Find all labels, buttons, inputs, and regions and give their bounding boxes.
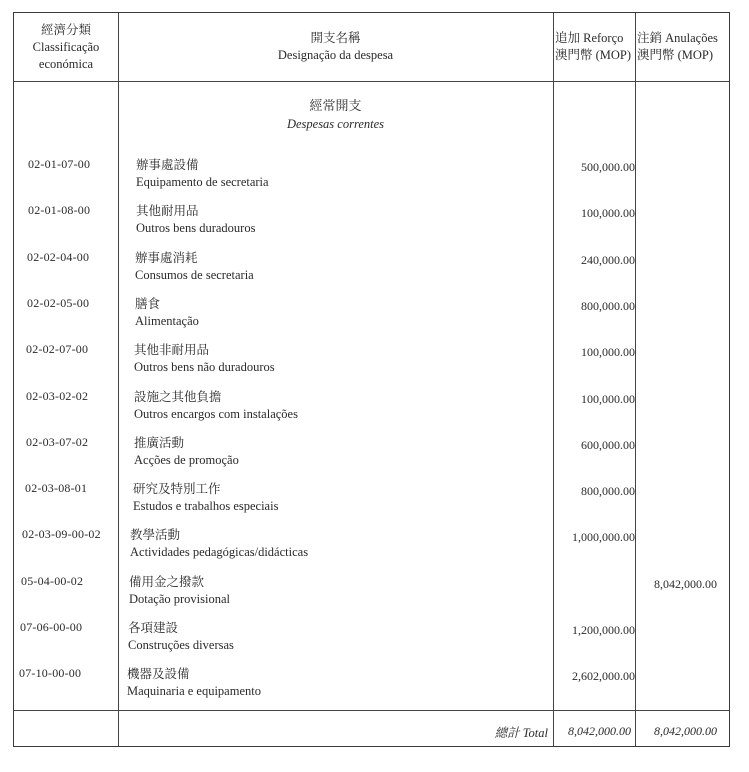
header-anulacoes-currency: 澳門幣 (MOP) [637, 48, 714, 62]
header-reforco-currency: 澳門幣 (MOP) [555, 48, 632, 62]
row-reforco: 100,000.00 [581, 391, 635, 406]
section-title-zh: 經常開支 [309, 98, 362, 113]
total-anulacao: 8,042,000.00 [654, 724, 717, 738]
row-reforco: 100,000.00 [581, 206, 635, 221]
row-reforco: 100,000.00 [581, 345, 635, 360]
row-code: 07-06-00-00 [20, 620, 83, 634]
row-name-pt: Acções de promoção [134, 452, 239, 467]
row-name-zh: 其他非耐用品 [134, 343, 210, 358]
row-name-pt: Construções diversas [128, 638, 234, 652]
row-name-pt: Maquinaria e equipamento [127, 684, 261, 699]
row-name-zh: 膳食 [135, 296, 161, 311]
row-name-zh: 教學活動 [130, 528, 181, 543]
total-reforco: 8,042,000.00 [568, 724, 631, 738]
row-name-zh: 辦事處消耗 [135, 250, 198, 265]
header-designation-pt: Designação da despesa [277, 48, 394, 62]
row-name-pt: Outros encargos com instalações [134, 406, 298, 421]
header-classification-pt-2: económica [38, 56, 94, 71]
row-name-pt: Dotação provisional [129, 591, 231, 606]
row-reforco: 1,200,000.00 [572, 623, 635, 637]
header-divider [14, 81, 729, 82]
row-code: 02-03-02-02 [26, 388, 89, 403]
row-reforco: 800,000.00 [581, 298, 635, 313]
row-name-zh: 各項建設 [128, 621, 179, 635]
row-name-zh: 研究及特別工作 [133, 482, 221, 497]
row-code: 02-02-04-00 [27, 249, 90, 264]
header-anulacoes [635, 13, 731, 81]
header-classification-zh: 經濟分類 [40, 22, 91, 37]
row-code: 02-03-07-02 [26, 434, 89, 449]
row-anulacao: 8,042,000.00 [654, 576, 717, 591]
row-name-zh: 推廣活動 [134, 435, 185, 450]
header-classification-pt-1: Classificação [32, 39, 100, 54]
row-code: 02-03-09-00-02 [22, 527, 101, 542]
row-code: 02-02-07-00 [26, 342, 89, 357]
row-reforco: 1,000,000.00 [572, 530, 635, 545]
row-code: 07-10-00-00 [19, 666, 82, 681]
row-code: 05-04-00-02 [21, 573, 84, 588]
row-code: 02-01-07-00 [28, 157, 91, 171]
section-title-pt: Despesas correntes [286, 117, 385, 131]
header-designation-zh: 開支名稱 [310, 31, 361, 45]
row-reforco: 2,602,000.00 [572, 669, 635, 684]
row-name-pt: Equipamento de secretaria [136, 175, 269, 189]
row-name-pt: Outros bens duradouros [136, 221, 256, 236]
column-divider [635, 13, 636, 746]
row-name-zh: 備用金之撥款 [129, 574, 205, 589]
row-code: 02-01-08-00 [28, 203, 91, 218]
row-code: 02-03-08-01 [25, 481, 88, 496]
row-name-pt: Outros bens não duradouros [134, 360, 275, 375]
row-name-zh: 機器及設備 [127, 667, 190, 682]
row-name-zh: 設施之其他負擔 [134, 389, 222, 404]
header-reforco-label: 追加 Reforço [555, 31, 624, 45]
row-name-pt: Estudos e trabalhos especiais [133, 499, 279, 514]
row-name-pt: Alimentação [135, 313, 199, 328]
row-code: 02-02-05-00 [27, 295, 90, 310]
row-reforco: 500,000.00 [581, 160, 635, 174]
header-classification [14, 13, 118, 81]
section-title [118, 97, 553, 133]
row-name-pt: Actividades pedagógicas/didácticas [130, 545, 309, 560]
row-reforco: 600,000.00 [581, 437, 635, 452]
row-name-zh: 其他耐用品 [136, 204, 199, 219]
total-divider [14, 710, 729, 711]
budget-table [13, 12, 730, 747]
row-name-pt: Consumos de secretaria [135, 267, 254, 282]
row-reforco: 800,000.00 [581, 484, 635, 499]
header-reforco [553, 13, 637, 81]
row-reforco: 240,000.00 [581, 252, 635, 267]
row-name-zh: 辦事處設備 [136, 158, 199, 172]
header-designation [118, 13, 553, 81]
header-anulacoes-label: 注銷 Anulações [637, 31, 718, 45]
total-label: 總計 Total [494, 726, 548, 740]
